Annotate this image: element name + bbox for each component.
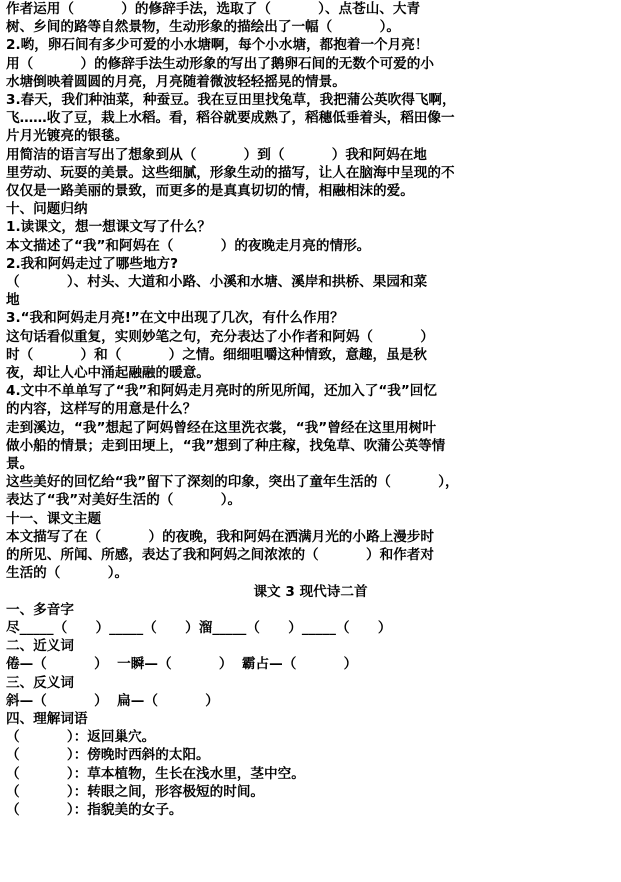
text-line: 作者运用（ ）的修辞手法，选取了（ ）、点苍山、大青 [6, 1, 421, 17]
text-line: 地 [6, 292, 20, 309]
text-line: 一、多音字 [6, 601, 74, 618]
text-line: 4.文中不单单写了“我”和阿妈走月亮时的所见所闻，还加入了“我”回忆 [6, 383, 437, 400]
text-line: 水塘倒映着圆圆的月亮，月亮随着微波轻轻摇晃的情景。 [6, 73, 346, 90]
text-line: 十一、课文主题 [6, 510, 102, 527]
text-line: （ ）：草本植物，生长在浅水里，茎中空。 [6, 765, 305, 782]
text-line: 尽_____（ ）_____（ ）溜_____（ ）_____（ ） [6, 619, 392, 636]
text-line: 走到溪边，“我”想起了阿妈曾经在这里洗衣裳，“我”曾经在这里用树叶 [6, 419, 436, 436]
text-line: 这句话看似重复，实则妙笔之句，充分表达了小作者和阿妈（ ） [6, 328, 434, 345]
text-line: 三、反义词 [6, 674, 74, 691]
text-line: 用简洁的语言写出了想象到从（ ）到（ ）我和阿妈在地 [6, 146, 427, 163]
text-line: 里劳动、玩耍的美景。这些细腻，形象生动的描写，让人在脑海中呈现的不 [6, 164, 455, 181]
text-line: 用（ ）的修辞手法生动形象的写出了鹅卵石间的无数个可爱的小 [6, 55, 434, 72]
text-line: 1.读课文，想一想课文写了什么？ [6, 219, 211, 236]
text-line: 生活的（ ）。 [6, 565, 129, 582]
text-line: （ ）：返回巢穴。 [6, 729, 156, 746]
text-line: 倦—（ ） 一瞬—（ ） 霸占—（ ） [6, 656, 358, 673]
text-line: （ ）：傍晚时西斜的太阳。 [6, 747, 210, 764]
text-line: （ ）：指貌美的女子。 [6, 801, 183, 818]
text-line: 表达了“我”对美好生活的（ ）。 [6, 492, 242, 509]
text-line: 四、理解词语 [6, 710, 88, 727]
text-line: 十、问题归纳 [6, 201, 88, 218]
text-line: 3.春天，我们种油菜，种蚕豆。我在豆田里找兔草，我把蒲公英吹得飞啊， [6, 92, 456, 109]
text-line: （ ）、村头、大道和小路、小溪和水塘、溪岸和拱桥、果园和菜 [6, 274, 428, 291]
text-line: 仅仅是一路美丽的景致，而更多的是真真切切的情，相融相沫的爱。 [6, 183, 414, 200]
text-line: 的所见、所闻、所感，表达了我和阿妈之间浓浓的（ ）和作者对 [6, 547, 434, 564]
text-line: 本文描述了“我”和阿妈在（ ）的夜晚走月亮的情形。 [6, 237, 371, 254]
text-line: 树、乡间的路等自然景物，生动形象的描绘出了一幅（ ）。 [6, 19, 400, 36]
text-line: 本文描写了在（ ）的夜晚，我和阿妈在洒满月光的小路上漫步时 [6, 528, 434, 545]
text-line: 这些美好的回忆给“我”留下了深刻的印象，突出了童年生活的（ ）， [6, 474, 459, 491]
text-line: 时（ ）和（ ）之情。细细咀嚼这种情致，意趣，虽是秋 [6, 346, 427, 363]
text-line: （ ）：转眼之间，形容极短的时间。 [6, 783, 265, 800]
text-line: 景。 [6, 456, 34, 473]
text-line: 斜—（ ） 扁—（ ） [6, 692, 219, 709]
text-line: 3.“我和阿妈走月亮!”在文中出现了几次，有什么作用？ [6, 310, 344, 327]
lesson-title: 课文 3 现代诗二首 [253, 583, 368, 600]
text-line: 飞……收了豆，栽上水稻。看，稻谷就要成熟了，稻穗低垂着头，稻田像一 [6, 110, 455, 127]
text-line: 夜，却让人心中涌起融融的暖意。 [6, 365, 210, 382]
text-line: 片月光镀亮的银毯。 [6, 128, 129, 145]
text-line: 二、近义词 [6, 638, 74, 655]
text-line: 做小船的情景；走到田埂上，“我”想到了种庄稼，找兔草、吹蒲公英等情 [6, 437, 446, 454]
text-line: 2.哟，卵石间有多少可爱的小水塘啊，每个小水塘，都抱着一个月亮！ [6, 37, 429, 54]
text-line: 的内容，这样写的用意是什么？ [6, 401, 197, 418]
text-line: 2.我和阿妈走过了哪些地方? [6, 255, 179, 272]
